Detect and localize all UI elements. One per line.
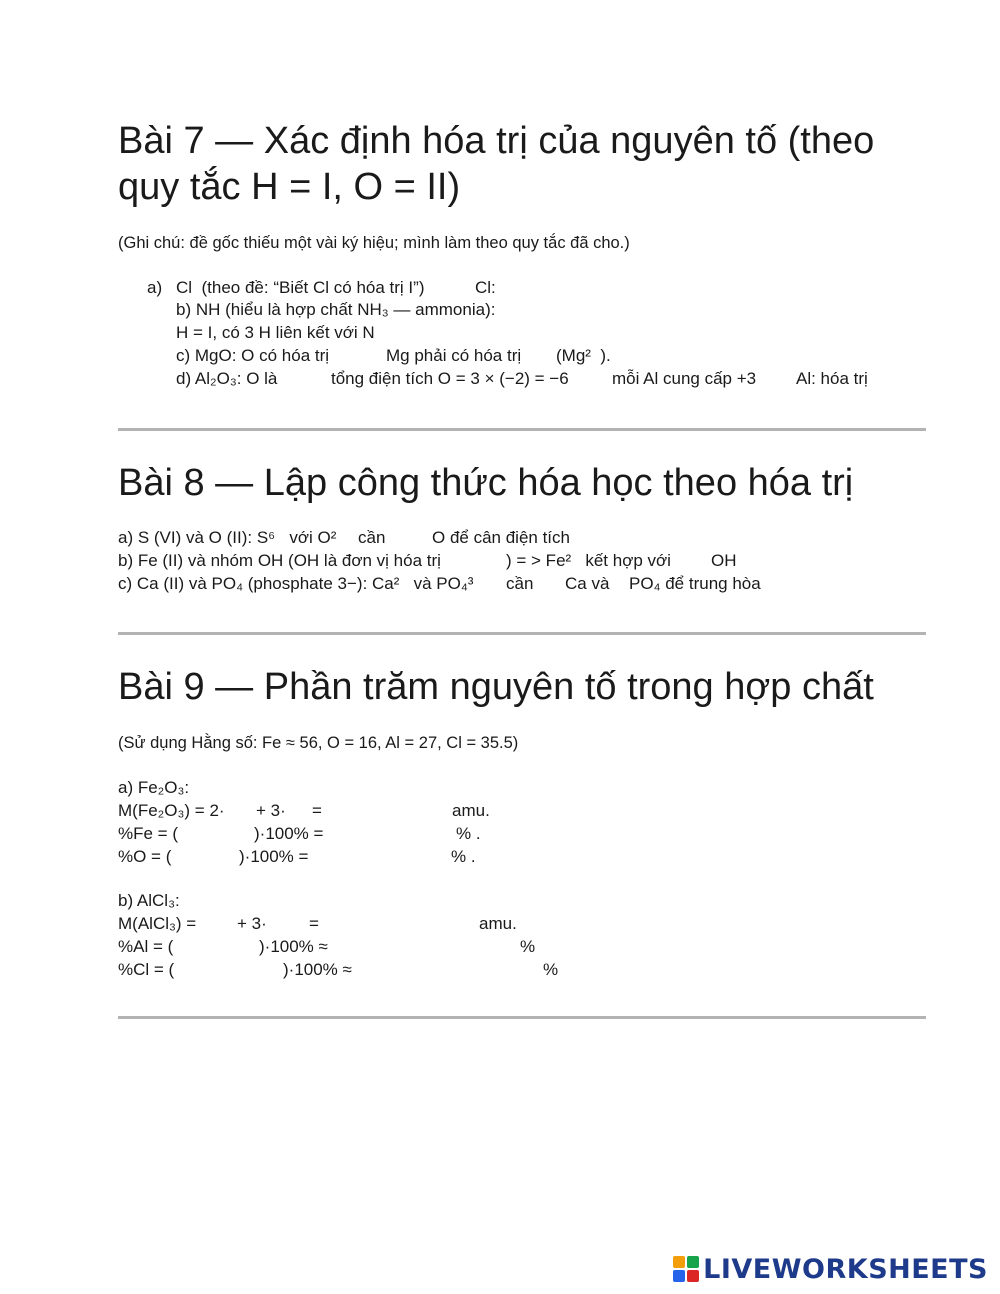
- bai8-c-tail: PO₄ để trung hòa: [629, 574, 761, 593]
- logo-mark-icon: [673, 1256, 699, 1282]
- bai9-a-fe: %Fe = (: [118, 824, 178, 843]
- bai9-b-m: M(AlCl₃) =: [118, 914, 197, 933]
- bai8-c-mid2: Ca và: [565, 574, 610, 593]
- bai9-b-m-plus: + 3·: [237, 914, 267, 933]
- bai8-a-mid: cần: [358, 528, 386, 547]
- bai7-c-mid: Mg phải có hóa trị: [386, 346, 522, 365]
- bai9-b-m-eq: =: [309, 914, 319, 933]
- bai8-c-mid: cần: [506, 574, 534, 593]
- bai7-a-tail: Cl:: [475, 278, 496, 297]
- bai9-b-al: %Al = (: [118, 937, 174, 956]
- bai7-d-text: d) Al₂O₃: O là: [176, 369, 278, 388]
- bai7-c-tail: (Mg² ).: [556, 346, 611, 365]
- bai9-a-fe-mid: )·100% =: [254, 824, 324, 843]
- logo-square-3: [673, 1270, 685, 1282]
- bai9-b-cl: %Cl = (: [118, 960, 175, 979]
- logo-text: LIVEWORKSHEETS: [703, 1253, 988, 1285]
- bai8-c-text: c) Ca (II) và PO₄ (phosphate 3−): Ca² và PO₄³: [118, 574, 474, 593]
- bai8-title: Bài 8 — Lập công thức hóa học theo hóa trị: [118, 462, 854, 504]
- bai8-a-tail: O để cân điện tích: [432, 528, 570, 547]
- bai7-d-mid2: mỗi Al cung cấp +3: [612, 369, 757, 388]
- bai9-a-m: M(Fe₂O₃) = 2·: [118, 801, 225, 820]
- bai9-a-o-unit: % .: [451, 847, 476, 866]
- bai9-note: (Sử dụng Hằng số: Fe ≈ 56, O = 16, Al = 27, Cl = 35.5): [118, 734, 519, 752]
- divider-1: [118, 428, 926, 431]
- logo-square-1: [673, 1256, 685, 1268]
- bai7-b2-text: H = I, có 3 H liên kết với N: [176, 323, 375, 342]
- bai9-a-m-plus: + 3·: [256, 801, 286, 820]
- bai9-a-fe-unit: % .: [456, 824, 481, 843]
- bai9-title: Bài 9 — Phần trăm nguyên tố trong hợp chất: [118, 666, 874, 708]
- bai9-b-m-unit: amu.: [479, 914, 517, 933]
- bai7-title: Bài 7 — Xác định hóa trị của nguyên tố (theo quy tắc H = I, O = II): [118, 120, 875, 208]
- bai9-b-al-mid: )·100% ≈: [259, 937, 328, 956]
- bai9-b-al-unit: %: [520, 937, 536, 956]
- logo-square-4: [687, 1270, 699, 1282]
- bai9-a-m-eq: =: [312, 801, 322, 820]
- divider-2: [118, 632, 926, 635]
- bai7-b-text: b) NH (hiểu là hợp chất NH₃ — ammonia):: [176, 300, 496, 319]
- bai8-b-mid: ) = > Fe² kết hợp với: [506, 551, 671, 570]
- divider-3: [118, 1016, 926, 1019]
- bai7-d-mid: tổng điện tích O = 3 × (−2) = −6: [331, 369, 569, 388]
- bai9-b-head: b) AlCl₃:: [118, 891, 180, 910]
- bai9-a-o: %O = (: [118, 847, 172, 866]
- bai7-a-text: Cl (theo đề: “Biết Cl có hóa trị I”): [176, 278, 425, 297]
- bai8-b-tail: OH: [711, 551, 737, 570]
- bai9-a-m-unit: amu.: [452, 801, 490, 820]
- bai8-b-text: b) Fe (II) và nhóm OH (OH là đơn vị hóa trị: [118, 551, 441, 570]
- bai7-a-label: a): [147, 278, 163, 297]
- logo-square-2: [687, 1256, 699, 1268]
- bai7-note: (Ghi chú: đề gốc thiếu một vài ký hiệu; mình làm theo quy tắc đã cho.): [118, 234, 630, 252]
- bai8-a-text: a) S (VI) và O (II): S⁶ với O²: [118, 528, 337, 547]
- bai9-a-head: a) Fe₂O₃:: [118, 778, 190, 797]
- bai9-a-o-mid: )·100% =: [239, 847, 309, 866]
- liveworksheets-logo: [673, 1252, 988, 1286]
- bai9-b-cl-mid: )·100% ≈: [283, 960, 352, 979]
- bai7-d-tail: Al: hóa trị: [796, 369, 868, 388]
- bai7-c-text: c) MgO: O có hóa trị: [176, 346, 330, 365]
- bai9-b-cl-unit: %: [543, 960, 559, 979]
